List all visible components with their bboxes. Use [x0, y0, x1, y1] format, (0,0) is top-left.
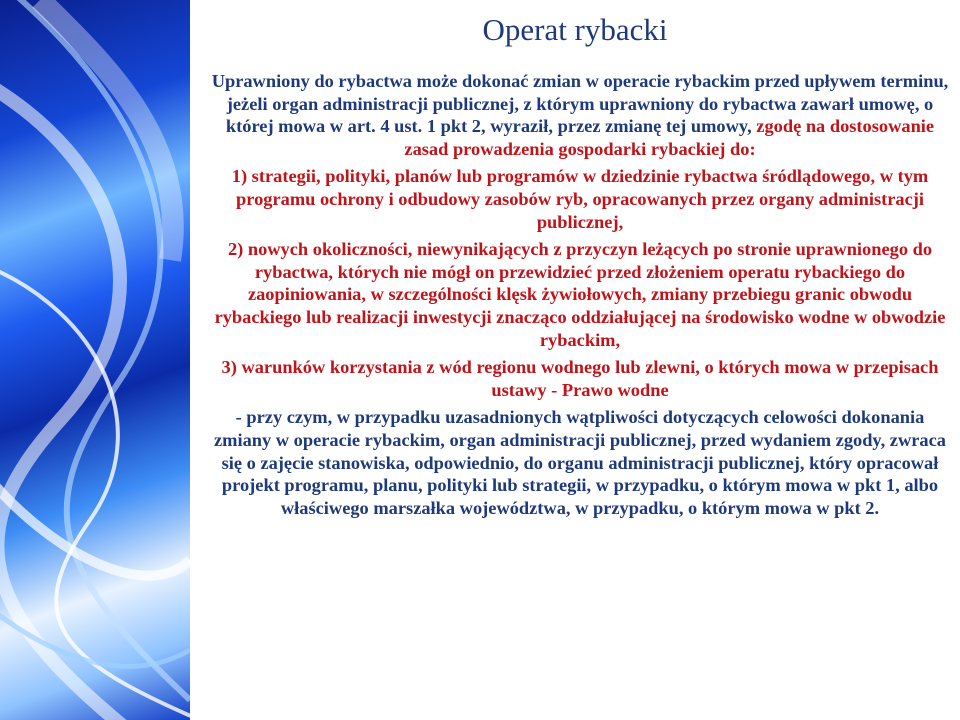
list-item-3: 3) warunków korzystania z wód regionu wodnego lub zlewni, o których mowa w przepisach ustawy - Prawo wodne — [221, 357, 939, 400]
swirl-graphic — [0, 0, 190, 720]
list-item-2: 2) nowych okoliczności, niewynikających z przyczyn leżących po stronie uprawnionego do rybactwa, których nie mógł on przewidzieć przed złożeniem operatu rybackiego do zaopiniowania, w szczególności klęsk żywiołowych, zmiany przebiegu granic obwodu rybackiego lub realizacji inwestycji znacząco oddziałującej na środowisko wodne w obwodzie rybackim, — [214, 239, 946, 350]
intro-paragraph — [205, 70, 955, 160]
intro-text-red: zgodę na dostosowanie zasad prowadzenia gospodarki rybackiej do: — [404, 116, 935, 159]
intro-text-blue: Uprawniony do rybactwa może dokonać zmian w operacie rybackim przed upływem terminu, jeżeli organ administracji publicznej, z którym uprawniony do rybactwa zawarł umowę, o której mowa w art. 4 ust. 1 pkt 2, wyraził, przez zmianę tej umowy, — [211, 71, 949, 137]
slide-body — [205, 70, 955, 524]
slide-title: Operat rybacki — [482, 12, 668, 47]
closing-paragraph: - przy czym, w przypadku uzasadnionych wątpliwości dotyczących celowości dokonania zmiany w operacie rybackim, organ administracji publicznej, przed wydaniem zgody, zwraca się o zajęcie stanowiska, odpowiednio, do organu administracji publicznej, który opracował projekt programu, planu, polityki lub strategii, w przypadku, o którym mowa w pkt 1, albo właściwego marszałka województwa, w przypadku, o którym mowa w pkt 2. — [214, 407, 946, 518]
list-item-1: 1) strategii, polityki, planów lub programów w dziedzinie rybactwa śródlądowego, w tym programu ochrony i odbudowy zasobów ryb, opracowanych przez organy administracji publicznej, — [231, 166, 929, 232]
decorative-blue-swirl-panel — [0, 0, 190, 720]
